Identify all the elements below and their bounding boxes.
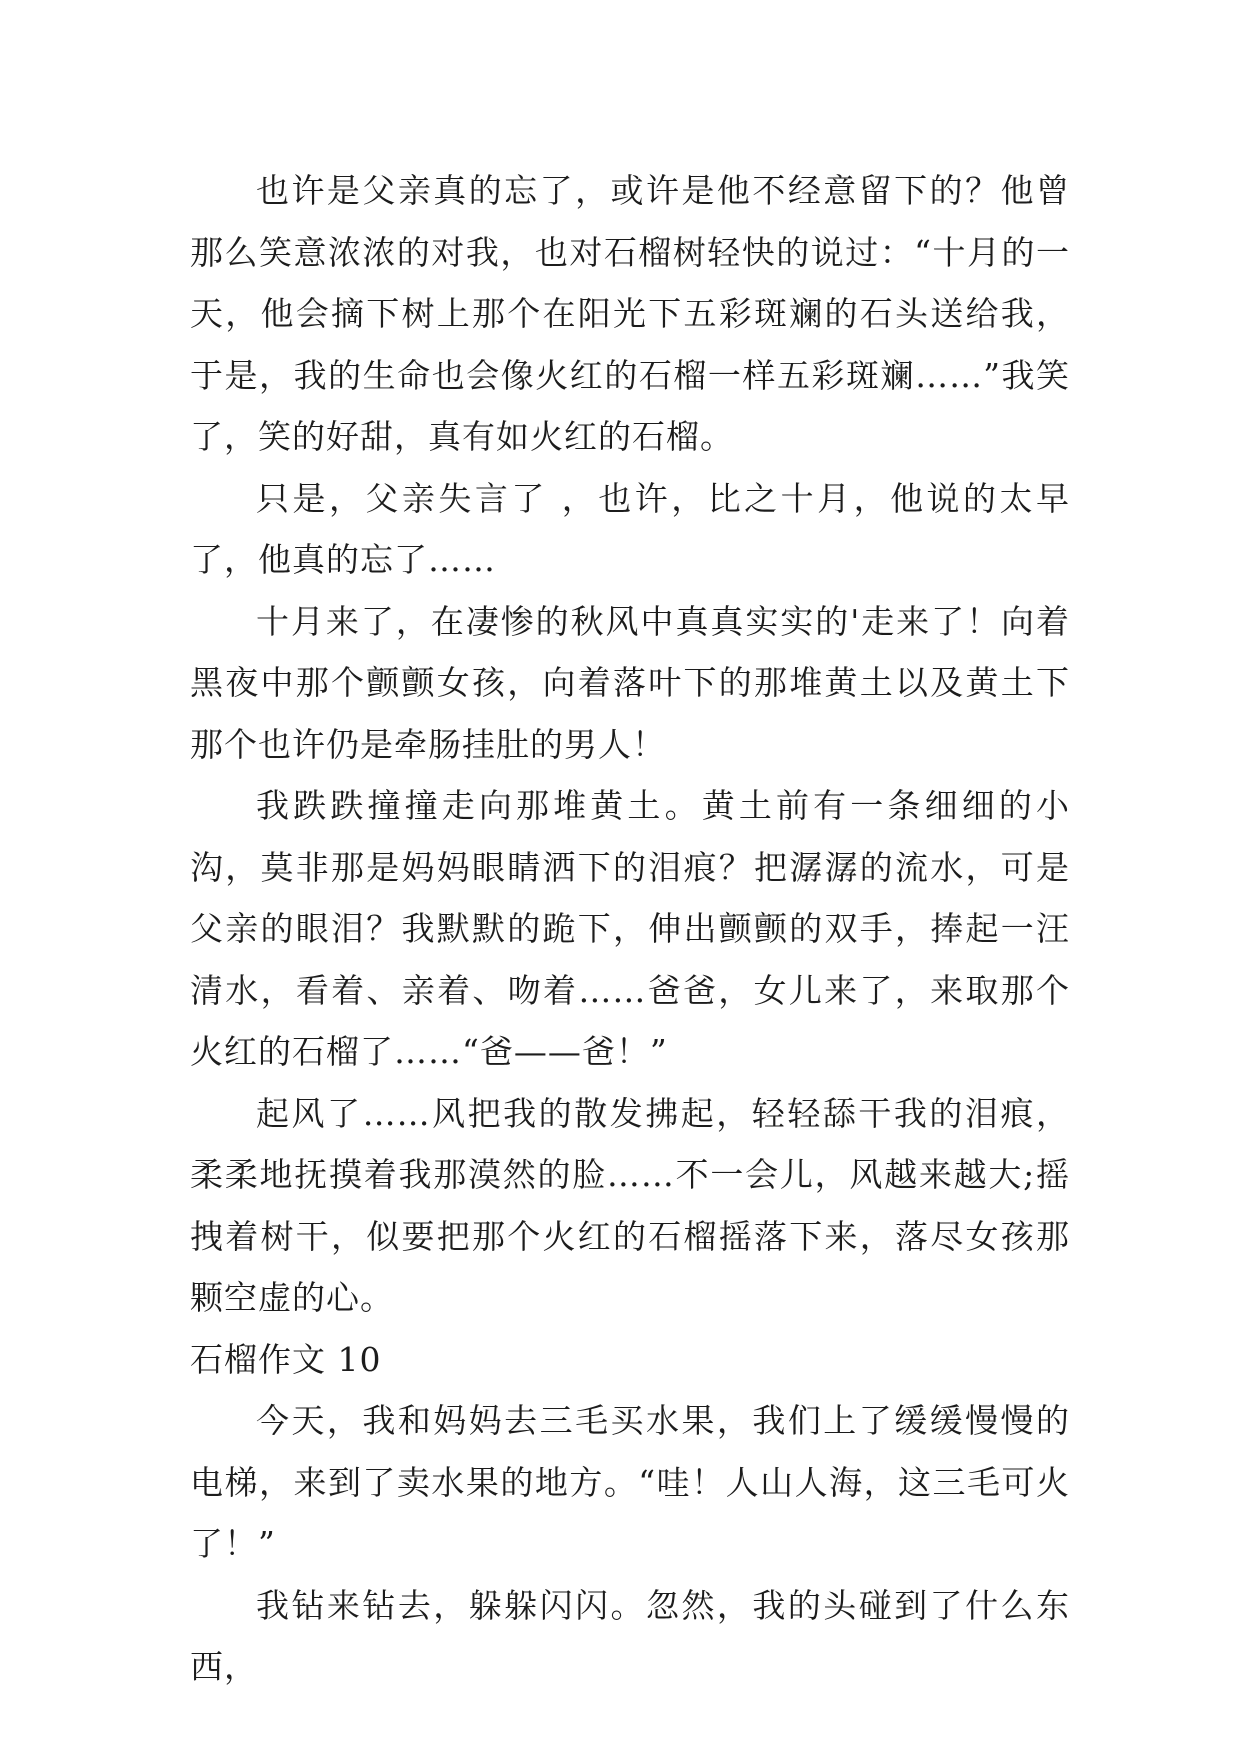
section-heading: 石榴作文 10	[190, 1339, 382, 1379]
document-body	[190, 160, 1070, 1698]
paragraph: 起风了……风把我的散发拂起，轻轻舔干我的泪痕，柔柔地抚摸着我那漠然的脸……不一会儿，风越来越大;摇拽着树干，似要把那个火红的石榴摇落下来，落尽女孩那颗空虚的心。	[190, 1093, 1070, 1317]
paragraph: 我跌跌撞撞走向那堆黄土。黄土前有一条细细的小沟，莫非那是妈妈眼睛洒下的泪痕？把潺潺的流水，可是父亲的眼泪？我默默的跪下，伸出颤颤的双手，捧起一汪清水，看着、亲着、吻着……爸爸，女儿来了，来取那个火红的石榴了……“爸——爸！”	[190, 786, 1070, 1071]
paragraph: 十月来了，在凄惨的秋风中真真实实的'走来了！向着黑夜中那个颤颤女孩，向着落叶下的那堆黄土以及黄土下那个也许仍是牵肠挂肚的男人！	[190, 601, 1070, 764]
paragraph: 也许是父亲真的忘了，或许是他不经意留下的？他曾那么笑意浓浓的对我，也对石榴树轻快的说过：“十月的一天，他会摘下树上那个在阳光下五彩斑斓的石头送给我，于是，我的生命也会像火红的石榴一样五彩斑斓……”我笑了，笑的好甜，真有如火红的石榴。	[190, 171, 1070, 456]
paragraph: 我钻来钻去，躲躲闪闪。忽然，我的头碰到了什么东西，	[190, 1585, 1070, 1686]
paragraph: 只是，父亲失言了 ，也许，比之十月，他说的太早了，他真的忘了……	[190, 478, 1070, 579]
paragraph: 今天，我和妈妈去三毛买水果，我们上了缓缓慢慢的电梯，来到了卖水果的地方。“哇！人山人海，这三毛可火了！”	[190, 1401, 1070, 1563]
